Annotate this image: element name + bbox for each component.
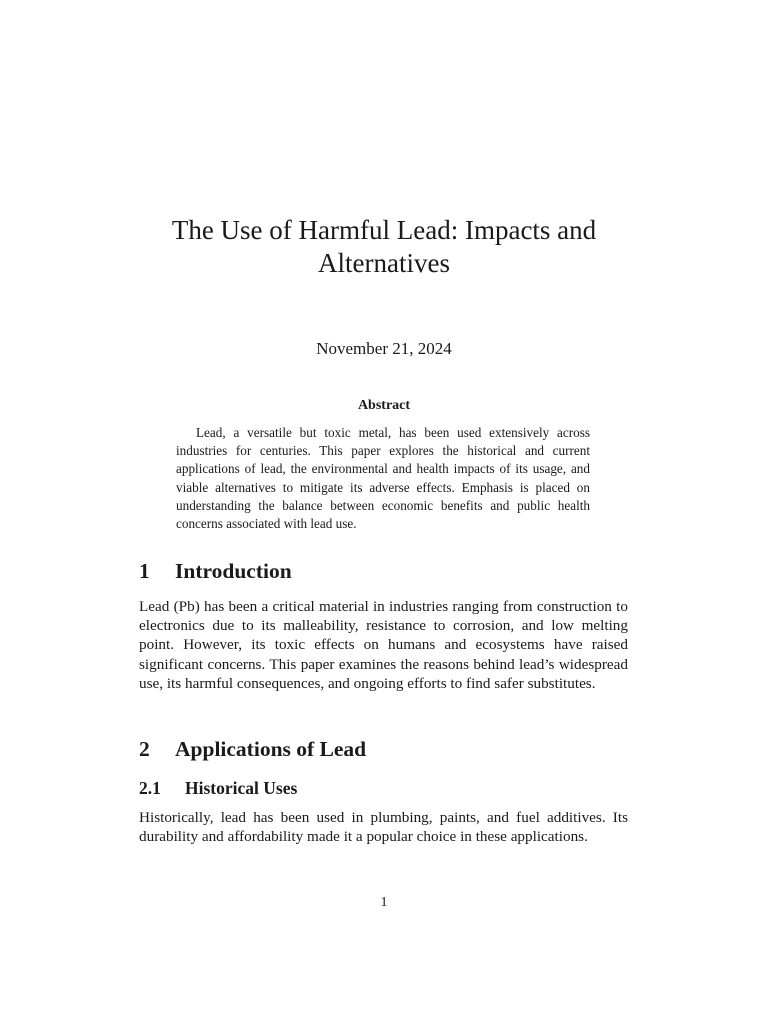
abstract-heading: Abstract [357, 398, 411, 413]
abstract-text: Lead, a versatile but toxic metal, has been used extensively across industries for centuries. This paper explores the historical and current applications of lead, the environmental and health impacts of its usage, and viable alternatives to mitigate its adverse effects. Emphasis is placed on understanding the balance between economic benefits and public health concerns associated with lead use. [176, 425, 590, 532]
subsection-title: Historical Uses [185, 778, 298, 798]
section-title: Introduction [175, 559, 292, 583]
subsection-heading-historical-uses [139, 777, 297, 799]
section-number: 1 [139, 559, 150, 583]
section-number: 2 [139, 737, 150, 761]
historical-uses-paragraph: Historically, lead has been used in plumbing, paints, and fuel additives. Its durability and affordability made it a popular choice in these applications. [139, 809, 628, 846]
introduction-paragraph: Lead (Pb) has been a critical material in industries ranging from construction to electronics due to its malleability, resistance to corrosion, and low melting point. However, its toxic effects on humans and ecosystems have raised significant concerns. This paper examines the reasons behind lead’s widespread use, its harmful consequences, and ongoing efforts to find safer substitutes. [139, 598, 628, 692]
section-heading-applications [139, 736, 366, 762]
paper-title: The Use of Harmful Lead: Impacts and Alternatives [171, 215, 597, 278]
subsection-number: 2.1 [139, 778, 161, 798]
section-title: Applications of Lead [175, 737, 367, 761]
section-heading-introduction [139, 558, 292, 584]
paper-date: November 21, 2024 [316, 339, 452, 358]
page-number: 1 [380, 895, 388, 910]
